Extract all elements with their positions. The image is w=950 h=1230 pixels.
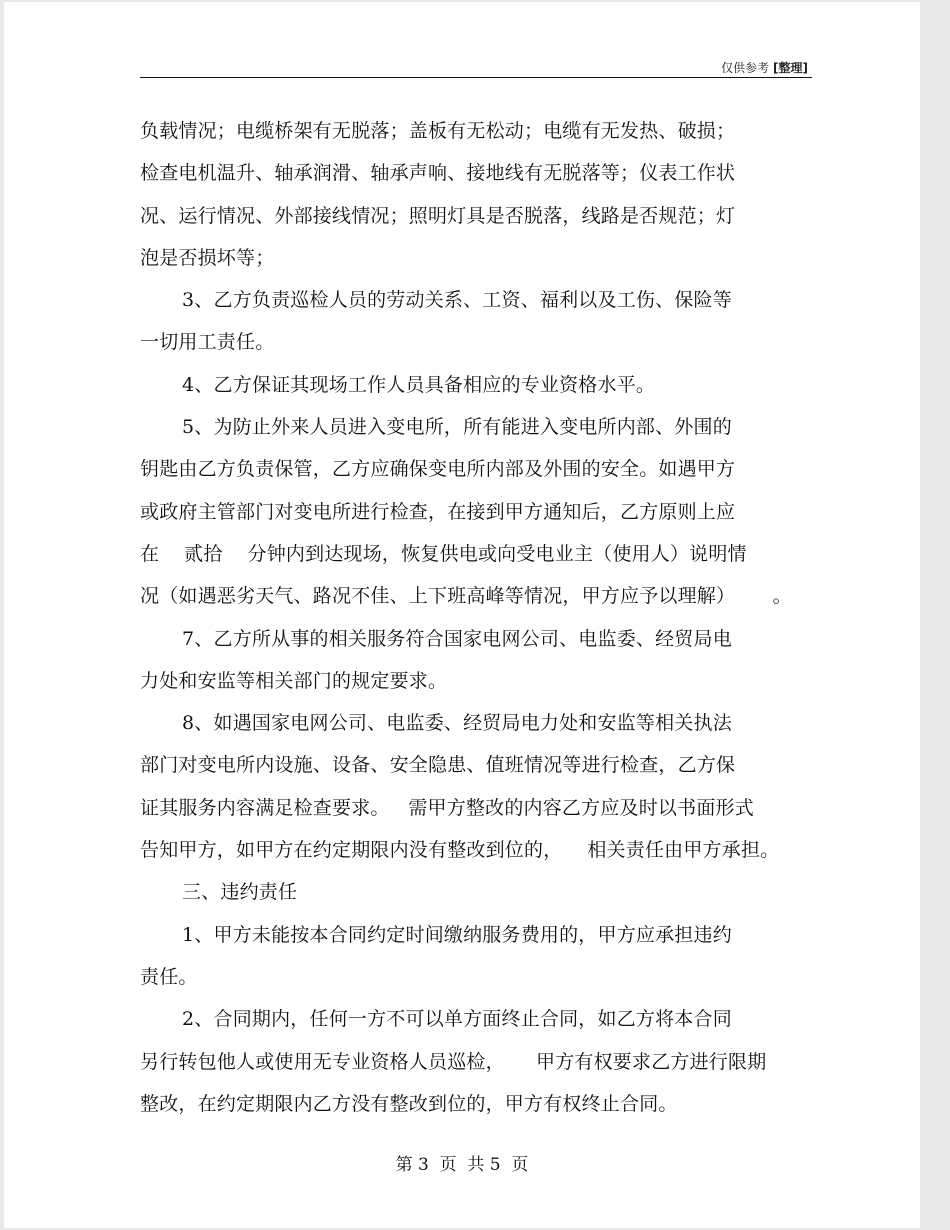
text-line: 况（如遇恶劣天气、路况不佳、上下班高峰等情况，甲方应予以理解） 。 — [140, 585, 792, 608]
text-line: 力处和安监等相关部门的规定要求。 — [140, 669, 448, 692]
text-line: 三、违约责任 — [182, 881, 298, 904]
text-line: 2、合同期内，任何一方不可以单方面终止合同，如乙方将本合同 — [182, 1008, 732, 1031]
text-line: 4、乙方保证其现场工作人员具备相应的专业资格水平。 — [182, 373, 656, 396]
document-page — [4, 2, 920, 1228]
text-line: 7、乙方所从事的相关服务符合国家电网公司、电监委、经贸局电 — [182, 627, 732, 650]
text-line: 泡是否损坏等； — [140, 246, 275, 269]
text-line: 钥匙由乙方负责保管，乙方应确保变电所内部及外围的安全。如遇甲方 — [140, 458, 736, 481]
text-line: 负载情况；电缆桥架有无脱落；盖板有无松动；电缆有无发热、破损； — [140, 120, 736, 142]
document-body — [140, 110, 812, 1125]
text-line: 告知甲方，如甲方在约定期限内没有整改到位的， 相关责任由甲方承担。 — [140, 839, 780, 862]
text-line: 一切用工责任。 — [140, 331, 275, 354]
text-line: 部门对变电所内设施、设备、安全隐患、值班情况等进行检查，乙方保 — [140, 754, 736, 777]
page-number-footer: 第 3 页 共 5 页 — [395, 1155, 529, 1175]
text-line: 况、运行情况、外部接线情况；照明灯具是否脱落，线路是否规范；灯 — [140, 204, 736, 227]
text-line: 证其服务内容满足检查要求。 需甲方整改的内容乙方应及时以书面形式 — [140, 796, 754, 819]
header-note — [721, 59, 808, 76]
text-line: 或政府主管部门对变电所进行检查，在接到甲方通知后，乙方原则上应 — [140, 500, 736, 523]
text-line: 3、乙方负责巡检人员的劳动关系、工资、福利以及工伤、保险等 — [182, 289, 732, 312]
text-line: 责任。 — [140, 965, 198, 988]
header-note-text: 仅供参考 — [721, 61, 770, 75]
header-tag: [整理] — [773, 61, 808, 75]
text-line: 在 贰拾 分钟内到达现场，恢复供电或向受电业主（使用人）说明情 — [140, 542, 747, 565]
text-line: 1、甲方未能按本合同约定时间缴纳服务费用的，甲方应承担违约 — [182, 923, 732, 946]
text-line: 另行转包他人或使用无专业资格人员巡检， 甲方有权要求乙方进行限期 — [140, 1050, 767, 1073]
header-divider — [140, 77, 812, 78]
text-line: 8、如遇国家电网公司、电监委、经贸局电力处和安监等相关执法 — [182, 712, 732, 735]
text-line: 整改，在约定期限内乙方没有整改到位的，甲方有权终止合同。 — [140, 1092, 678, 1115]
text-line: 5、为防止外来人员进入变电所，所有能进入变电所内部、外围的 — [182, 416, 732, 439]
text-line: 检查电机温升、轴承润滑、轴承声响、接地线有无脱落等；仪表工作状 — [140, 162, 736, 185]
